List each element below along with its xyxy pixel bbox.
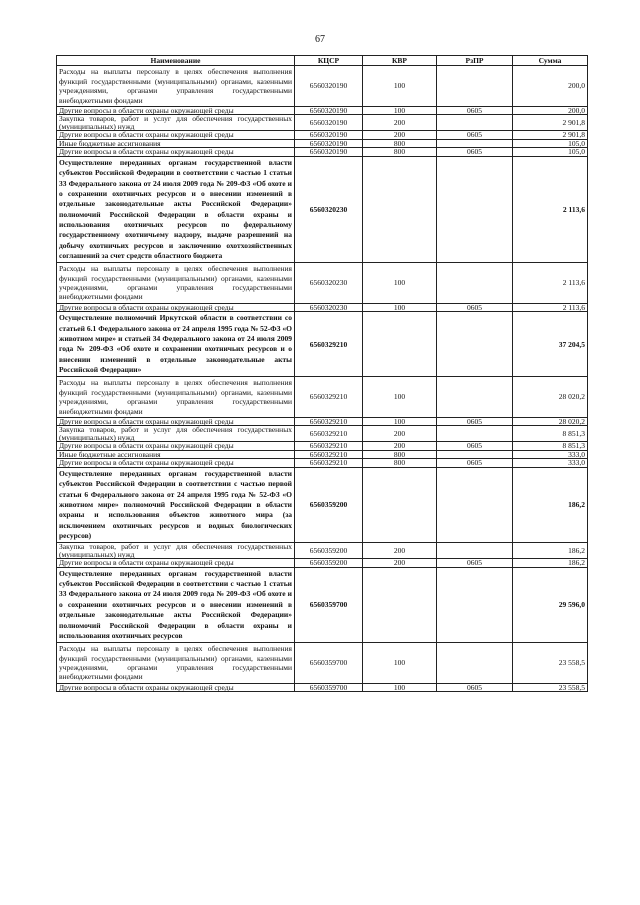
page-number: 67 <box>315 34 325 45</box>
row-kvr-cell <box>363 467 437 542</box>
row-rzpr-cell: 0605 <box>437 459 513 468</box>
row-code-cell: 6560320230 <box>295 263 363 304</box>
row-kvr-cell <box>363 156 437 262</box>
row-code-cell: 6560320230 <box>295 156 363 262</box>
row-kvr-cell: 800 <box>363 459 437 468</box>
row-name-cell: Другие вопросы в области охраны окружающей среды <box>57 683 295 692</box>
row-sum-cell: 200,0 <box>513 106 588 115</box>
row-code-cell: 6560329210 <box>295 442 363 451</box>
row-name-cell: Другие вопросы в области охраны окружающей среды <box>57 303 295 312</box>
row-name-cell: Другие вопросы в области охраны окружающей среды <box>57 459 295 468</box>
table-row <box>57 643 588 684</box>
table-row <box>57 263 588 304</box>
table-row <box>57 543 588 559</box>
row-name-cell: Осуществление полномочий Иркутской области в соответствии со статьей 6.1 Федерального закона от 24 апреля 1995 года № 52-ФЗ «О животном мире» и статьей 34 Федерального закона от 24 июля 2009 года № 209-ФЗ «Об охоте и сохранении охотничьих ресурсов и о внесении изменений в отдельные законодательные акты Российской Федерации» <box>57 312 295 377</box>
row-name-cell: Иные бюджетные ассигнования <box>57 450 295 459</box>
row-rzpr-cell: 0605 <box>437 442 513 451</box>
row-sum-cell: 29 596,0 <box>513 567 588 642</box>
row-name-cell: Осуществление переданных органам государственной власти субъектов Российской Федерации в соответствии с частью 1 статьи 33 Федерального закона от 24 июля 2009 года № 209-ФЗ «Об охоте и о сохранении охотничьих ресурсов и о внесении изменений в отдельные законодательные акты Российской Федерации» полномочий Российской Федерации в области охраны и использования охотничьих ресурсов <box>57 567 295 642</box>
row-rzpr-cell: 0605 <box>437 683 513 692</box>
row-code-cell: 6560320190 <box>295 106 363 115</box>
row-kvr-cell: 100 <box>363 303 437 312</box>
table-header <box>57 56 588 66</box>
row-sum-cell: 186,2 <box>513 559 588 568</box>
row-kvr-cell: 100 <box>363 683 437 692</box>
table-row <box>57 66 588 107</box>
row-sum-cell: 28 020,2 <box>513 377 588 418</box>
row-kvr-cell: 800 <box>363 139 437 148</box>
row-kvr-cell: 200 <box>363 543 437 559</box>
row-rzpr-cell <box>437 156 513 262</box>
row-name-cell: Закупка товаров, работ и услуг для обеспечения государственных (муниципальных) нужд <box>57 115 295 131</box>
row-code-cell: 6560329210 <box>295 377 363 418</box>
header-kvr: КВР <box>363 56 437 66</box>
row-sum-cell: 2 901,8 <box>513 115 588 131</box>
table-header-row <box>57 56 588 66</box>
row-rzpr-cell: 0605 <box>437 417 513 426</box>
row-name-cell: Другие вопросы в области охраны окружающей среды <box>57 559 295 568</box>
row-rzpr-cell <box>437 426 513 442</box>
row-code-cell: 6560329210 <box>295 312 363 377</box>
row-rzpr-cell <box>437 567 513 642</box>
row-rzpr-cell: 0605 <box>437 131 513 140</box>
table-row <box>57 115 588 131</box>
row-rzpr-cell <box>437 263 513 304</box>
header-code: КЦСР <box>295 56 363 66</box>
row-rzpr-cell <box>437 643 513 684</box>
row-name-cell: Расходы на выплаты персоналу в целях обеспечения выполнения функций государственными (муниципальными) органами, казенными учреждениями, органами управления государственными внебюджетными фондами <box>57 66 295 107</box>
row-sum-cell: 105,0 <box>513 148 588 157</box>
row-code-cell: 6560359200 <box>295 559 363 568</box>
row-name-cell: Осуществление переданных органам государственной власти субъектов Российской Федерации в соответствии с частью первой статьи 6 Федерального закона от 24 апреля 1995 года № 52-ФЗ «О животном мире» полномочий Российской Федерации в области охраны и использования объектов животного мира (за исключением охотничьих ресурсов и водных биологических ресурсов) <box>57 467 295 542</box>
row-name-cell: Расходы на выплаты персоналу в целях обеспечения выполнения функций государственными (муниципальными) органами, казенными учреждениями, органами управления государственными внебюджетными фондами <box>57 377 295 418</box>
header-name: Наименование <box>57 56 295 66</box>
table-row <box>57 156 588 262</box>
row-sum-cell: 23 558,5 <box>513 643 588 684</box>
row-sum-cell: 8 851,3 <box>513 442 588 451</box>
row-kvr-cell: 200 <box>363 442 437 451</box>
row-code-cell: 6560320190 <box>295 66 363 107</box>
row-name-cell: Закупка товаров, работ и услуг для обеспечения государственных (муниципальных) нужд <box>57 543 295 559</box>
row-kvr-cell <box>363 567 437 642</box>
row-kvr-cell <box>363 312 437 377</box>
row-sum-cell: 2 113,6 <box>513 263 588 304</box>
row-rzpr-cell: 0605 <box>437 559 513 568</box>
table-row <box>57 303 588 312</box>
row-sum-cell: 2 901,8 <box>513 131 588 140</box>
row-name-cell: Расходы на выплаты персоналу в целях обеспечения выполнения функций государственными (муниципальными) органами, казенными учреждениями, органами управления государственными внебюджетными фондами <box>57 263 295 304</box>
row-name-cell: Иные бюджетные ассигнования <box>57 139 295 148</box>
row-kvr-cell: 800 <box>363 450 437 459</box>
row-code-cell: 6560329210 <box>295 417 363 426</box>
header-sum: Сумма <box>513 56 588 66</box>
row-code-cell: 6560359700 <box>295 567 363 642</box>
table-body <box>57 66 588 692</box>
table-row <box>57 377 588 418</box>
row-sum-cell: 333,0 <box>513 450 588 459</box>
row-kvr-cell: 200 <box>363 559 437 568</box>
row-rzpr-cell <box>437 115 513 131</box>
row-sum-cell: 186,2 <box>513 467 588 542</box>
row-name-cell: Закупка товаров, работ и услуг для обеспечения государственных (муниципальных) нужд <box>57 426 295 442</box>
budget-table <box>56 55 588 692</box>
row-sum-cell: 8 851,3 <box>513 426 588 442</box>
row-name-cell: Расходы на выплаты персоналу в целях обеспечения выполнения функций государственными (муниципальными) органами, казенными учреждениями, органами управления государственными внебюджетными фондами <box>57 643 295 684</box>
row-kvr-cell: 100 <box>363 417 437 426</box>
row-code-cell: 6560329210 <box>295 459 363 468</box>
row-code-cell: 6560320190 <box>295 139 363 148</box>
table-row <box>57 683 588 692</box>
row-code-cell: 6560359700 <box>295 683 363 692</box>
row-rzpr-cell: 0605 <box>437 303 513 312</box>
row-rzpr-cell <box>437 66 513 107</box>
table-row <box>57 312 588 377</box>
row-code-cell: 6560320190 <box>295 131 363 140</box>
row-sum-cell: 186,2 <box>513 543 588 559</box>
row-rzpr-cell <box>437 543 513 559</box>
row-kvr-cell: 200 <box>363 115 437 131</box>
row-kvr-cell: 100 <box>363 643 437 684</box>
row-name-cell: Другие вопросы в области охраны окружающей среды <box>57 148 295 157</box>
row-rzpr-cell <box>437 377 513 418</box>
row-sum-cell: 23 558,5 <box>513 683 588 692</box>
row-sum-cell: 200,0 <box>513 66 588 107</box>
row-kvr-cell: 200 <box>363 426 437 442</box>
header-rzpr: РзПР <box>437 56 513 66</box>
row-sum-cell: 333,0 <box>513 459 588 468</box>
row-sum-cell: 105,0 <box>513 139 588 148</box>
row-rzpr-cell <box>437 312 513 377</box>
row-rzpr-cell: 0605 <box>437 106 513 115</box>
row-name-cell: Другие вопросы в области охраны окружающей среды <box>57 417 295 426</box>
row-code-cell: 6560320190 <box>295 148 363 157</box>
row-kvr-cell: 100 <box>363 66 437 107</box>
row-code-cell: 6560359200 <box>295 543 363 559</box>
table-row <box>57 148 588 157</box>
row-name-cell: Другие вопросы в области охраны окружающей среды <box>57 442 295 451</box>
row-kvr-cell: 800 <box>363 148 437 157</box>
row-code-cell: 6560320230 <box>295 303 363 312</box>
table-row <box>57 567 588 642</box>
row-kvr-cell: 100 <box>363 106 437 115</box>
row-kvr-cell: 100 <box>363 263 437 304</box>
row-kvr-cell: 100 <box>363 377 437 418</box>
row-code-cell: 6560359200 <box>295 467 363 542</box>
row-name-cell: Осуществление переданных органам государственной власти субъектов Российской Федерации в соответствии с частью 1 статьи 33 Федерального закона от 24 июля 2009 года № 209-ФЗ «Об охоте и о сохранении охотничьих ресурсов и о внесении изменений в отдельные законодательные акты Российской Федерации» полномочий Российской Федерации в области охраны и использования охотничьих ресурсов по федеральному государственному охотничьему надзору, выдаче разрешений на добычу охотничьих ресурсов и заключению охотхозяйственных соглашений за счет средств областного бюджета <box>57 156 295 262</box>
row-code-cell: 6560359700 <box>295 643 363 684</box>
row-name-cell: Другие вопросы в области охраны окружающей среды <box>57 106 295 115</box>
row-sum-cell: 28 020,2 <box>513 417 588 426</box>
row-name-cell: Другие вопросы в области охраны окружающей среды <box>57 131 295 140</box>
table-row <box>57 459 588 468</box>
table-row <box>57 426 588 442</box>
row-sum-cell: 2 113,6 <box>513 156 588 262</box>
table-row <box>57 467 588 542</box>
row-kvr-cell: 200 <box>363 131 437 140</box>
table-row <box>57 559 588 568</box>
row-code-cell: 6560329210 <box>295 426 363 442</box>
row-code-cell: 6560320190 <box>295 115 363 131</box>
row-code-cell: 6560329210 <box>295 450 363 459</box>
row-rzpr-cell: 0605 <box>437 148 513 157</box>
row-rzpr-cell <box>437 467 513 542</box>
row-sum-cell: 2 113,6 <box>513 303 588 312</box>
row-sum-cell: 37 204,5 <box>513 312 588 377</box>
